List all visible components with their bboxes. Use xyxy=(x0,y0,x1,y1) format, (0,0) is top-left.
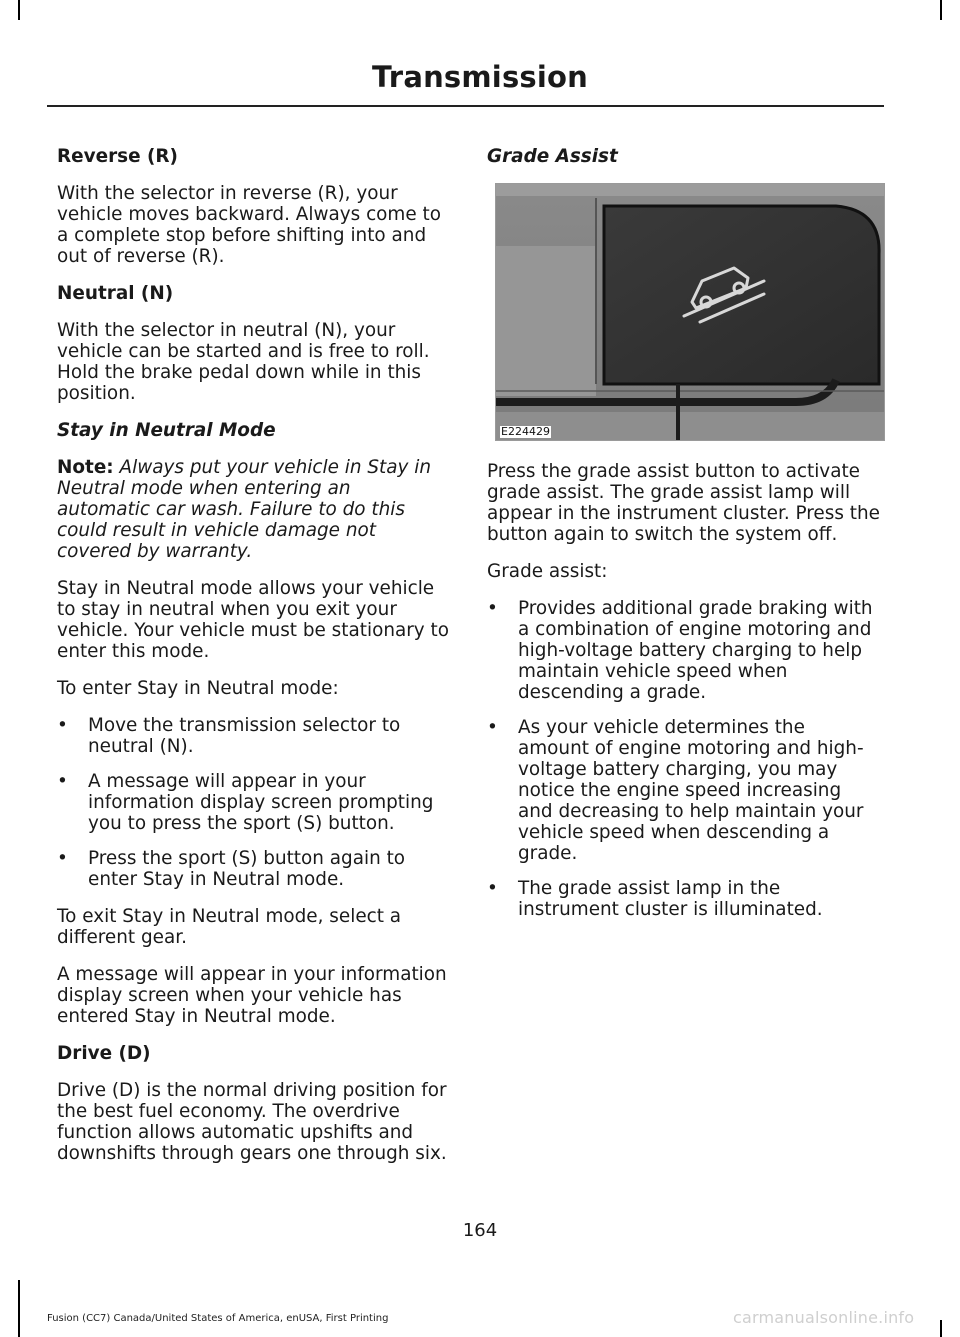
enter-stay-in-neutral-intro: To enter Stay in Neutral mode: xyxy=(57,678,339,699)
bullet: • xyxy=(487,878,498,899)
stay-in-neutral-note xyxy=(57,457,449,562)
page-title: Transmission xyxy=(372,60,588,94)
bullet: • xyxy=(57,848,68,869)
bullet: • xyxy=(487,717,498,738)
grade-assist-paragraph: Press the grade assist button to activate grade assist. The grade assist lamp will appear in the instrument cluster. Press the button again to switch the system off. xyxy=(487,461,880,545)
grade-assist-list-intro: Grade assist: xyxy=(487,561,608,582)
bullet: • xyxy=(57,771,68,792)
bullet: • xyxy=(57,715,68,736)
crop-mark-top-right xyxy=(940,0,942,20)
list-item-text: As your vehicle determines the amount of engine motoring and high-voltage battery charging, you may notice the engine speed increasing and decreasing to help maintain your vehicle speed when descending a grade. xyxy=(518,717,864,864)
watermark: carmanualsonline.info xyxy=(733,1308,915,1327)
note-label: Note: xyxy=(57,457,114,478)
note-text: Always put your vehicle in Stay in Neutral mode when entering an automatic car wash. Failure to do this could result in vehicle damage not covered by warranty. xyxy=(57,457,432,562)
list-item xyxy=(487,598,880,703)
list-item xyxy=(57,715,449,757)
section-heading-reverse: Reverse (R) xyxy=(57,146,178,167)
list-item-text: Press the sport (S) button again to enter Stay in Neutral mode. xyxy=(88,848,406,890)
enter-stay-in-neutral-list xyxy=(57,715,449,890)
figure-id-label: E224429 xyxy=(501,425,550,438)
grade-assist-list xyxy=(487,598,880,920)
exit-stay-in-neutral-paragraph: To exit Stay in Neutral mode, select a different gear. xyxy=(57,906,402,948)
footer-text: Fusion (CC7) Canada/United States of America, enUSA, First Printing xyxy=(47,1313,389,1324)
section-heading-neutral: Neutral (N) xyxy=(57,283,174,304)
right-column xyxy=(487,146,880,936)
reverse-paragraph: With the selector in reverse (R), your vehicle moves backward. Always come to a complete stop before shifting into and out of reverse (R). xyxy=(57,183,441,267)
page-number: 164 xyxy=(462,1220,498,1241)
stay-in-neutral-message-paragraph: A message will appear in your information display screen when your vehicle has entered Stay in Neutral mode. xyxy=(57,964,447,1027)
crop-mark-top-left xyxy=(18,0,20,20)
section-heading-stay-in-neutral: Stay in Neutral Mode xyxy=(57,420,276,441)
section-heading-drive: Drive (D) xyxy=(57,1043,151,1064)
list-item xyxy=(57,848,449,890)
header-divider xyxy=(47,105,884,107)
neutral-paragraph: With the selector in neutral (N), your vehicle can be started and is free to roll. Hold the brake pedal down while in this position. xyxy=(57,320,430,404)
list-item xyxy=(487,878,880,920)
grade-assist-button-illustration xyxy=(496,184,885,441)
list-item-text: Move the transmission selector to neutral (N). xyxy=(88,715,401,757)
list-item xyxy=(487,717,880,864)
list-item-text: A message will appear in your information display screen prompting you to press the sport (S) button. xyxy=(88,771,434,834)
bullet: • xyxy=(487,598,498,619)
crop-mark-bottom-left xyxy=(18,1280,20,1337)
list-item-text: Provides additional grade braking with a combination of engine motoring and high-voltage battery charging to help maintain vehicle speed when descending a grade. xyxy=(518,598,873,703)
left-column xyxy=(57,146,449,1180)
stay-in-neutral-paragraph: Stay in Neutral mode allows your vehicle to stay in neutral when you exit your vehicle. Your vehicle must be stationary to enter this mode. xyxy=(57,578,449,662)
crop-mark-bottom-right xyxy=(940,1320,942,1337)
section-heading-grade-assist: Grade Assist xyxy=(487,146,618,167)
drive-paragraph: Drive (D) is the normal driving position for the best fuel economy. The overdrive function allows automatic upshifts and downshifts through gears one through six. xyxy=(57,1080,447,1164)
list-item xyxy=(57,771,449,834)
list-item-text: The grade assist lamp in the instrument cluster is illuminated. xyxy=(518,878,823,920)
grade-assist-button-figure xyxy=(495,183,885,441)
